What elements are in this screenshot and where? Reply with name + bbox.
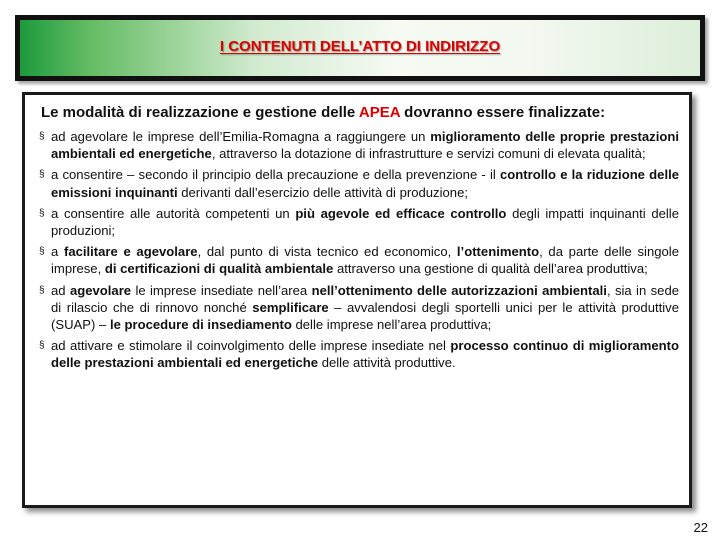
intro-text-after: dovranno essere finalizzate:	[400, 104, 606, 121]
list-item-text: ad agevolare le imprese dell’Emilia-Romagna a raggiungere un	[51, 129, 431, 144]
bullet-icon: §	[39, 246, 45, 258]
list-item-text: a consentire alle autorità competenti un	[51, 205, 296, 221]
list-item-text: , dal punto di vista tecnico ed economico,	[197, 244, 457, 260]
title-banner	[15, 15, 705, 81]
list-item	[39, 337, 679, 371]
intro-paragraph	[41, 103, 679, 122]
list-item-text: , da parte delle singole imprese,	[51, 244, 679, 277]
list-item-text: le imprese insediate nell’area	[131, 282, 312, 298]
list-item-text: degli impatti inquinanti delle produzioni;	[51, 205, 679, 239]
bold-text: controllo e la riduzione delle emissioni inquinanti	[51, 167, 679, 200]
list-item	[39, 166, 679, 200]
bold-text: miglioramento delle proprie prestazioni ambientali ed energetiche	[51, 129, 679, 162]
list-item-text: derivanti dall’esercizio delle attività di produzione;	[177, 184, 468, 200]
slide-title: I CONTENUTI DELL’ATTO DI INDIRIZZO	[219, 38, 501, 55]
page-number: 22	[693, 520, 708, 535]
bullet-icon: §	[39, 169, 45, 181]
bold-text: di certificazioni di qualità ambientale	[104, 261, 334, 277]
bullet-icon: §	[39, 207, 45, 219]
bold-text: più agevole ed efficace controllo	[295, 205, 507, 221]
list-item-text: ad attivare e stimolare il coinvolgimento delle imprese insediate nel	[51, 338, 451, 354]
bold-text: agevolare	[69, 282, 132, 298]
list-item-text: delle attività produttive.	[318, 355, 456, 371]
list-item	[39, 205, 679, 239]
list-item	[39, 243, 679, 277]
objectives-list	[39, 128, 679, 372]
bold-text: nell’ottenimento delle autorizzazioni ambientali	[311, 282, 607, 298]
list-item-text: delle imprese nell’area produttiva;	[291, 317, 492, 333]
bold-text: l’ottenimento	[456, 244, 540, 260]
list-item-text: attraverso una gestione di qualità dell’area produttiva;	[333, 261, 648, 277]
bold-text: le procedure di insediamento	[109, 317, 292, 333]
list-item-text: , attraverso la dotazione di infrastrutture e servizi comuni di elevata qualità;	[211, 146, 646, 162]
intro-text-before: Le modalità di realizzazione e gestione delle	[41, 104, 359, 121]
bold-text: facilitare e agevolare	[63, 244, 198, 260]
content-box	[22, 92, 692, 508]
list-item	[39, 128, 679, 162]
list-item-text: – avvalendosi degli sportelli unici per le attività produttive (SUAP) –	[51, 299, 680, 333]
bullet-icon: §	[39, 131, 45, 142]
list-item-text: ad	[51, 282, 70, 298]
list-item-text: a	[51, 244, 64, 260]
apea-highlight: APEA	[358, 104, 400, 121]
bold-text: semplificare	[252, 299, 329, 315]
bold-text: processo continuo di miglioramento delle prestazioni ambientali ed energetiche	[51, 338, 679, 371]
bullet-icon: §	[39, 284, 45, 296]
list-item-text: , sia in sede di rilascio che di rinnovo nonché	[51, 282, 680, 315]
list-item	[39, 282, 679, 334]
list-item-text: a consentire – secondo il principio della precauzione e della prevenzione - il	[51, 167, 500, 183]
bullet-icon: §	[39, 340, 45, 352]
